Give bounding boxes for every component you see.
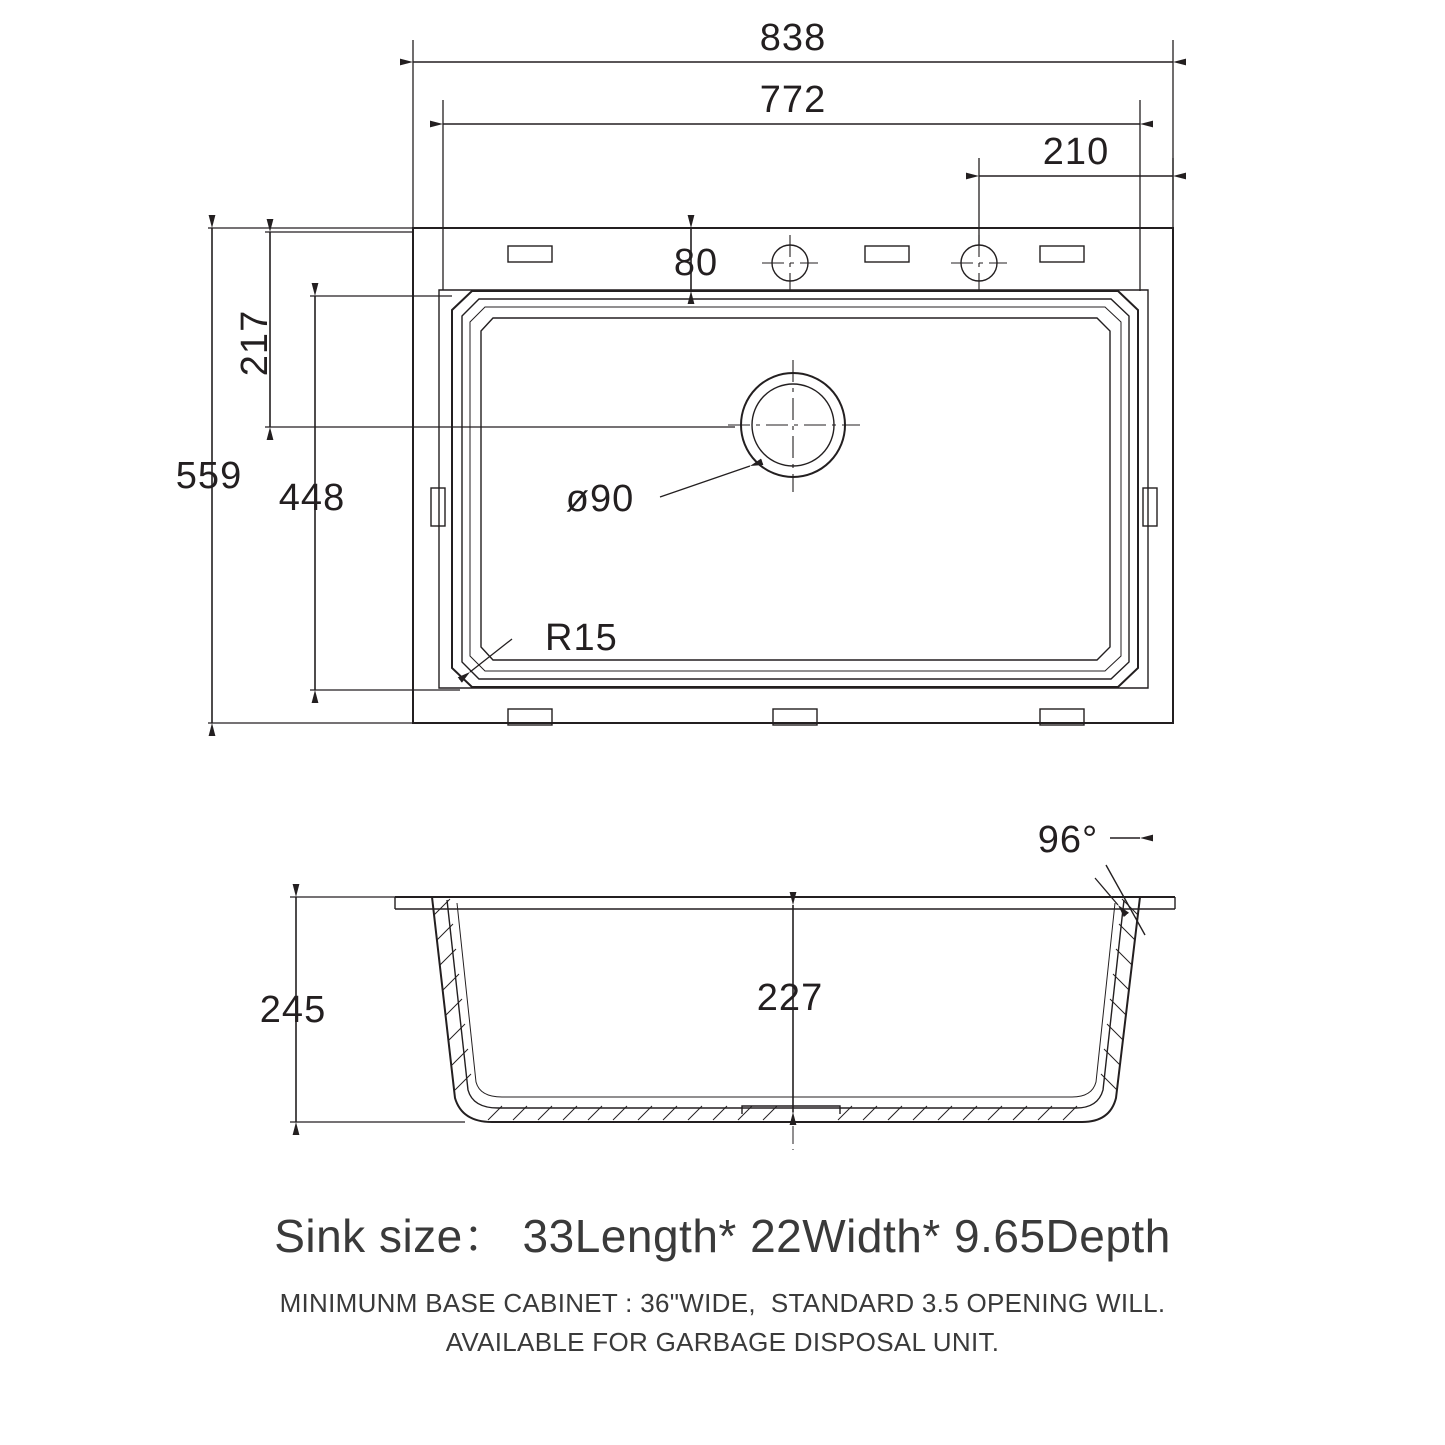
dim-448-label: 448 bbox=[278, 477, 346, 519]
cabinet-note-line-1: MINIMUNM BASE CABINET : 36"WIDE, STANDARD 3.5 OPENING WILL. bbox=[279, 1288, 1166, 1318]
section-drain-boss bbox=[742, 1106, 840, 1114]
mounting-clip-top-mid bbox=[865, 246, 909, 262]
corner-radius-leader bbox=[470, 639, 512, 672]
cabinet-note-line-2: AVAILABLE FOR GARBAGE DISPOSAL UNIT. bbox=[445, 1327, 1000, 1357]
drain-diameter-label: ø90 bbox=[565, 478, 635, 520]
dim-80-label: 80 bbox=[673, 242, 719, 284]
angle-leader bbox=[1095, 878, 1118, 905]
corner-radius-label: R15 bbox=[545, 617, 618, 659]
section-view-group bbox=[260, 819, 1175, 1150]
dim-772-label: 772 bbox=[759, 79, 827, 121]
dim-838-label: 838 bbox=[759, 17, 827, 59]
caption-block bbox=[0, 1200, 1445, 1362]
dim-245-label: 245 bbox=[259, 989, 327, 1031]
mounting-clip-left-side bbox=[431, 488, 445, 526]
mounting-clip-top-left bbox=[508, 246, 552, 262]
dim-559-label: 559 bbox=[175, 455, 243, 497]
drain-leader-line bbox=[660, 466, 750, 497]
top-view-group bbox=[176, 17, 1173, 725]
sink-size-caption: Sink size： 33Length* 22Width* 9.65Depth bbox=[274, 1210, 1171, 1262]
dim-217-label: 217 bbox=[234, 309, 276, 377]
mounting-clip-top-right bbox=[1040, 246, 1084, 262]
dim-227-label: 227 bbox=[756, 977, 824, 1019]
mounting-clip-right-side bbox=[1143, 488, 1157, 526]
dim-96-label: 96° bbox=[1037, 819, 1099, 861]
dim-210-label: 210 bbox=[1042, 131, 1110, 173]
